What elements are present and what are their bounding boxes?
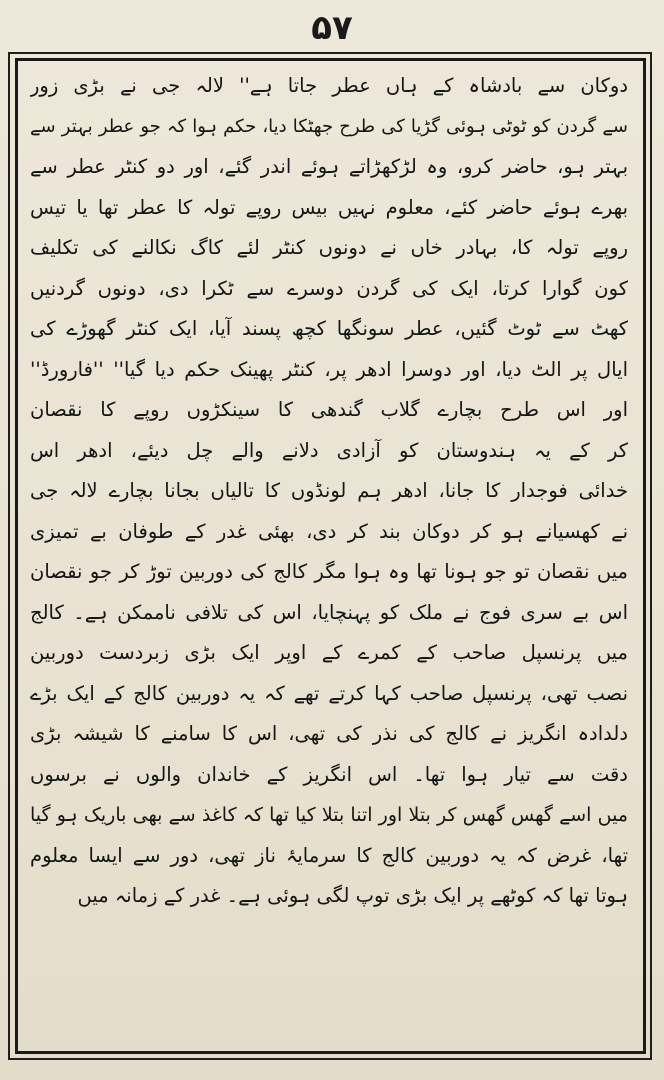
text-line: بھرے ہوئے حاضر کئے، معلوم نہیں بیس روپے تولہ کا عطر تھا یا تیس [30, 195, 628, 219]
page-number: ۵۷ [311, 8, 353, 48]
text-line: تھا، غرض کہ یہ دوربین کالج کا سرمایۂ ناز تھی، دور سے ایسا معلوم [30, 843, 628, 867]
text-line: اور اس طرح بچارے گلاب گندھی کا سینکڑوں روپے کا نقصان [30, 398, 628, 421]
urdu-text-body [30, 66, 628, 1046]
text-line: روپے تولہ کا، بہادر خاں نے دونوں کنٹر لئے کاگ نکالنے کی تکلیف [30, 236, 628, 259]
text-line: میں پرنسپل صاحب کے کمرے کے اوپر ایک بڑی زبردست دوربین [30, 641, 628, 664]
text-line: اس بے سری فوج نے ملک کو پہنچایا، اس کی تلافی ناممکن ہے۔ کالج [30, 600, 628, 624]
text-line: سے گردن کو ٹوٹی ہوئی گڑیا کی طرح جھٹکا دیا، حکم ہوا کہ جو عطر بہتر سے [30, 115, 628, 137]
text-line: میں اسے گھس گھس کر بتلا اور اتنا بتلا کیا تھا کہ کاغذ سے بھی باریک ہو گیا [30, 804, 628, 826]
text-line: نے کھسیانے ہو کر دوکان بند کر دی، بھئی غدر کے طوفان بے تمیزی [30, 519, 628, 543]
text-line: ایال پر الٹ دیا، اور دوسرا ادھر پر، کنٹر پھینک حکم دیا گیا'' ''فارورڈ'' [30, 357, 628, 381]
text-line: نصب تھی، پرنسپل صاحب کہا کرتے تھے کہ یہ دوربین کالج کے ایک بڑے [30, 681, 628, 705]
text-line: دوکان سے بادشاہ کے ہاں عطر جاتا ہے'' لالہ جی نے بڑی زور [30, 74, 628, 97]
text-line: کون گوارا کرتا، ایک کی گردن دوسرے سے ٹکرا دی، دونوں گردنیں [30, 276, 628, 300]
text-line: دقت سے تیار ہوا تھا۔ اس انگریز کے خاندان والوں نے برسوں [30, 762, 628, 786]
text-line: دلدادہ انگریز نے کالج کی نذر کی تھی، اس کا سامنے کا شیشہ بڑی [30, 722, 628, 745]
text-line: کھٹ سے ٹوٹ گئیں، عطر سونگھا کچھ پسند آیا، ایک کنٹر گھوڑے کی [30, 317, 628, 340]
text-line: خدائی فوجدار کا جانا، ادھر ہم لونڈوں کا تالیاں بجانا بچارے لالہ جی [30, 479, 628, 502]
text-line: بہتر ہو، حاضر کرو، وہ لڑکھڑاتے ہوئے اندر گئے، اور دو کنٹر عطر سے [30, 155, 628, 178]
text-line: ہوتا تھا کہ کوٹھے پر ایک بڑی توپ لگی ہوئی ہے۔ غدر کے زمانہ میں [77, 884, 628, 907]
text-line: کر کے یہ ہندوستان کو آزادی دلانے والے چل دیئے، ادھر اس [30, 438, 628, 462]
text-line: میں نقصان تو جو ہونا تھا وہ ہوا مگر کالج کی دوربین توڑ کر جو نقصان [30, 560, 628, 583]
